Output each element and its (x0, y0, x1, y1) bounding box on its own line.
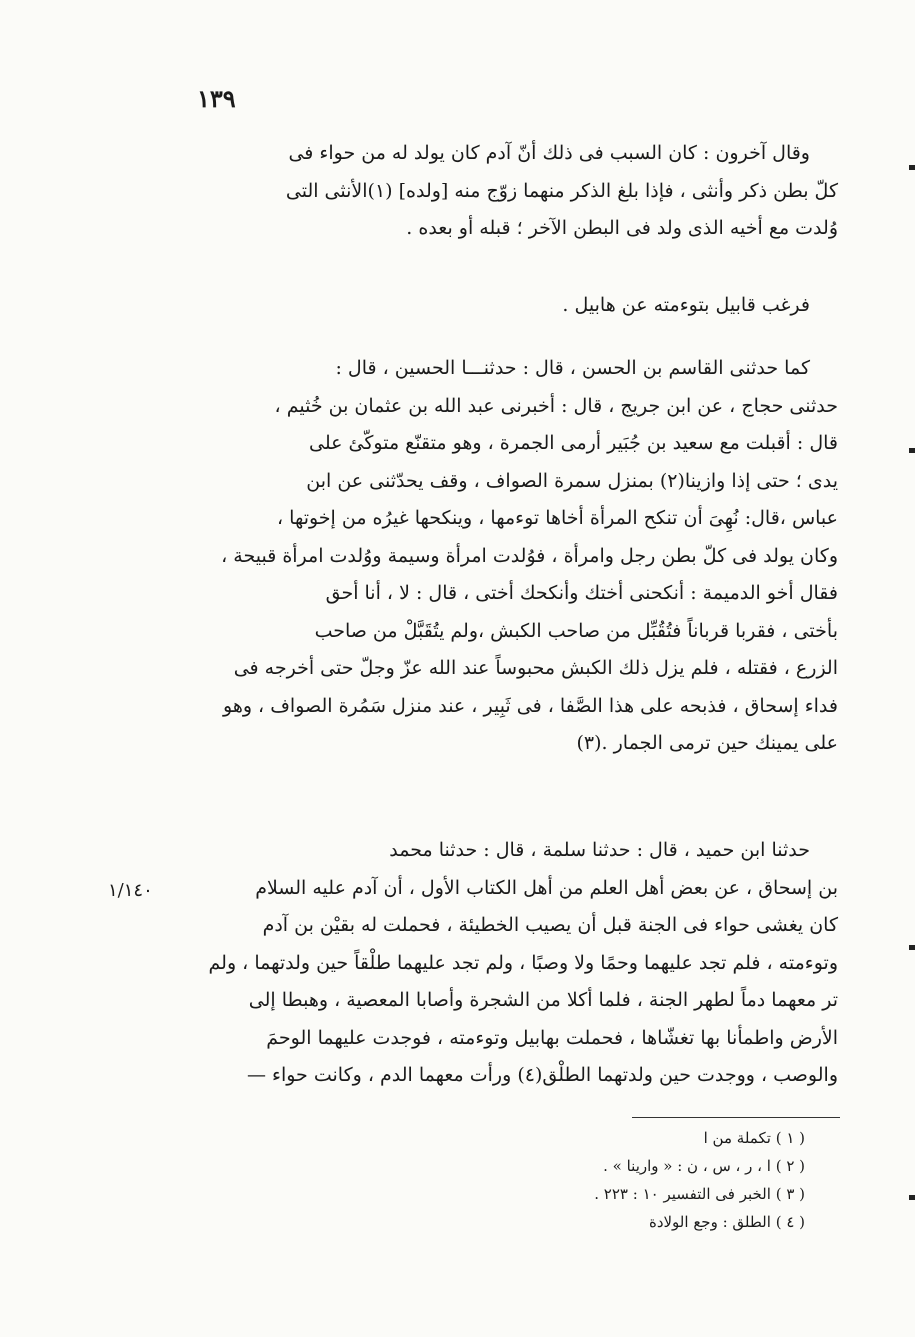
text-line: على يمينك حين ترمى الجمار .(٣) (576, 732, 838, 754)
binding-mark (909, 945, 915, 950)
text-line: كلّ بطن ذكر وأنثى ، فإذا بلغ الذكر منهما زوّج منه [ولده] (١)الأنثى التى (285, 179, 838, 202)
text-line: والوصب ، ووجدت حين ولدتهما الطلْق(٤) ورأت معهما الدم ، وكانت حواء — (246, 1064, 838, 1086)
footnote-item: ( ٢ ) ا ، ر ، س ، ن : « وارينا » . (603, 1157, 805, 1175)
text-line: وقال آخرون : كان السبب فى ذلك أنّ آدم كان يولد له من حواء فى (288, 142, 810, 164)
text-line: بأختى ، فقربا قرباناً فتُقُبِّل من صاحب الكبش ،ولم يتُقَبَّلْ من صاحب (314, 619, 838, 642)
margin-reference: ١/١٤٠ (108, 880, 153, 901)
paragraph-2 (190, 287, 838, 325)
text-line: وُلدت مع أخيه الذى ولد فى البطن الآخر ؛ قبله أو بعده . (406, 217, 838, 239)
paragraph-3 (190, 350, 838, 763)
footnote-item: ( ١ ) تكملة من ا (703, 1129, 805, 1147)
text-line: بن إسحاق ، عن بعض أهل العلم من أهل الكتاب الأول ، أن آدم عليه السلام (255, 876, 838, 899)
text-line: فداء إسحاق ، فذبحه على هذا الصَّفا ، فى ثَبِير ، عند منزل سَمُرة الصواف ، وهو (223, 694, 838, 717)
text-line: فقال أخو الدميمة : أنكحنى أختك وأنكحك أختى ، قال : لا ، أنا أحق (325, 582, 838, 604)
text-line: كان يغشى حواء فى الجنة قبل أن يصيب الخطيئة ، فحملت له بقيْن بن آدم (262, 914, 838, 936)
text-line: حدثنا ابن حميد ، قال : حدثنا سلمة ، قال : حدثنا محمد (389, 839, 810, 861)
binding-mark (909, 1195, 915, 1200)
text-line: قال : أقبلت مع سعيد بن جُبَير أرمى الجمرة ، وهو متقنّع متوكّئ على (309, 432, 838, 454)
text-line: تر معهما دماً لطهر الجنة ، فلما أكلا من الشجرة وأصابا المعصية ، وهبطا إلى (248, 989, 838, 1011)
text-line: وتوءمته ، فلم تجد عليهما وحمًا ولا وصبًا ، ولم تجد عليهما طلْقاً حين ولدتهما ، ولم (208, 951, 838, 974)
text-line: الزرع ، فقتله ، فلم يزل ذلك الكبش محبوساً عند الله عزّ وجلّ حتى أخرجه فى (233, 657, 838, 679)
text-line: عباس ،قال: نُهِىَ أن تنكح المرأة أخاها توءمها ، وينكحها غيرُه من إخوتها ، (276, 507, 838, 529)
paragraph-4 (190, 832, 838, 1095)
page-number: ١٣٩ (197, 84, 236, 113)
footnotes (594, 1124, 805, 1236)
paragraph-1 (190, 135, 838, 248)
text-line: فرغب قابيل بتوءمته عن هابيل . (562, 294, 810, 316)
binding-mark (909, 448, 915, 453)
text-line: حدثنى حجاج ، عن ابن جريج ، قال : أخبرنى عبد الله بن عثمان بن خُثيم ، (274, 394, 838, 417)
binding-mark (909, 165, 915, 170)
text-line: كما حدثنى القاسم بن الحسن ، قال : حدثنـــا الحسين ، قال : (335, 357, 810, 379)
footnote-divider (632, 1117, 840, 1118)
text-line: الأرض واطمأنا بها تغشّاها ، فحملت بهابيل وتوءمته ، فوجدت عليهما الوحمَ (266, 1026, 838, 1049)
text-line: وكان يولد فى كلّ بطن رجل وامرأة ، فوُلدت امرأة وسيمة ووُلدت امرأة قبيحة ، (221, 544, 838, 567)
text-line: يدى ؛ حتى إذا وازينا(٢) بمنزل سمرة الصواف ، وقف يحدّثنى عن ابن (306, 469, 838, 492)
footnote-item: ( ٣ ) الخبر فى التفسير ١٠ : ٢٢٣ . (594, 1185, 805, 1203)
footnote-item: ( ٤ ) الطلق : وجع الولادة (648, 1213, 805, 1231)
